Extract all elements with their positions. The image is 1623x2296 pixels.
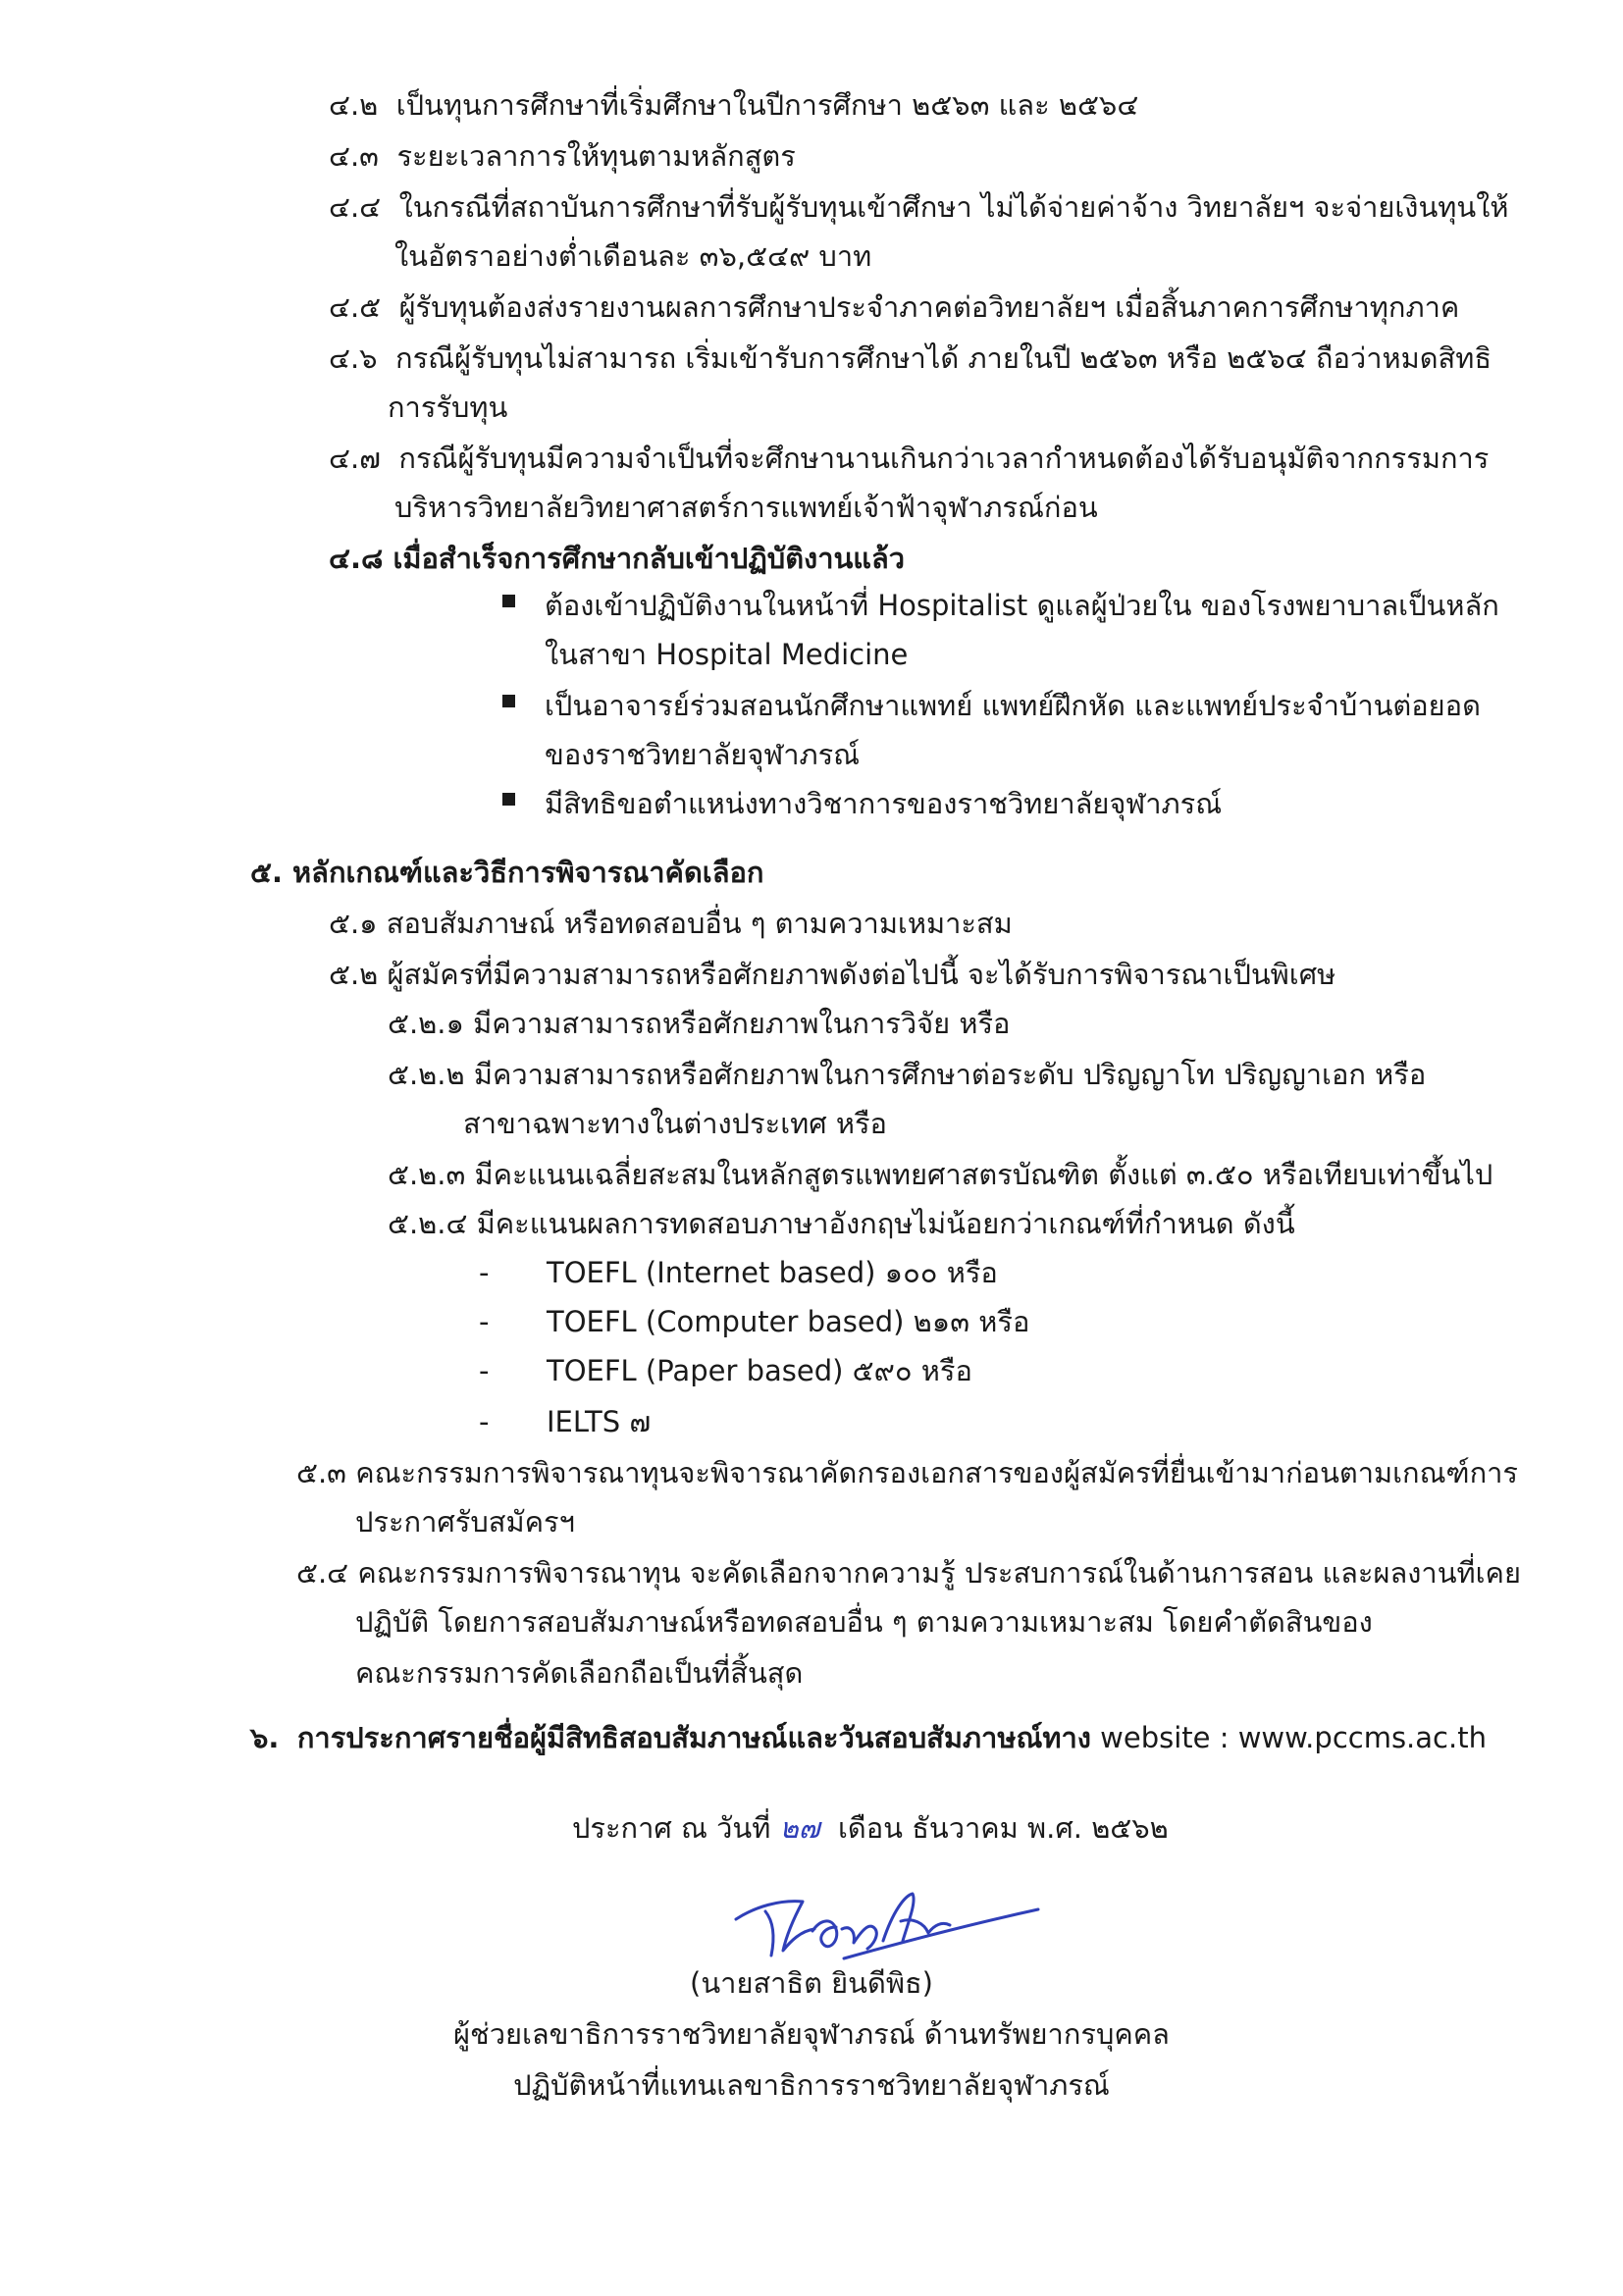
item-5-2-2: ๕.๒.๒ มีความสามารถหรือศักยภาพในการศึกษาต่อระดับ ปริญญาโท ปริญญาเอก หรือ [388,1058,1427,1091]
test-score-item: TOEFL (Computer based) ๒๑๓ หรือ [547,1305,1030,1338]
website-text: website : www.pccms.ac.th [1100,1721,1487,1754]
dash-marker: - [479,1354,490,1387]
item-4-7-continuation: บริหารวิทยาลัยวิทยาศาสตร์การแพทย์เจ้าฟ้าจุฬาภรณ์ก่อน [394,491,1098,524]
item-number: ๔.๒ [329,88,379,122]
bullet-marker [502,595,515,607]
test-score-item: TOEFL (Paper based) ๕๙๐ หรือ [547,1354,972,1387]
bullet-1-line-2: ในสาขา Hospital Medicine [545,638,909,671]
test-score-item: IELTS ๗ [547,1405,652,1438]
item-4-5 [329,288,1459,326]
item-text: เป็นทุนการศึกษาที่เริ่มศึกษาในปีการศึกษา ๒๕๖๓ และ ๒๕๖๔ [395,88,1139,122]
item-text: กรณีผู้รับทุนมีความจำเป็นที่จะศึกษานานเกินกว่าเวลากำหนดต้องได้รับอนุมัติจากกรรมการ [398,442,1490,475]
item-4-2 [329,86,1138,124]
announce-prefix: ประกาศ ณ วันที่ [572,1811,771,1845]
item-5-4: ๕.๔ คณะกรรมการพิจารณาทุน จะคัดเลือกจากความรู้ ประสบการณ์ในด้านการสอน และผลงานที่เคย [296,1556,1521,1590]
item-5-2-3: ๕.๒.๓ มีคะแนนเฉลี่ยสะสมในหลักสูตรแพทยศาสตรบัณฑิต ตั้งแต่ ๓.๕๐ หรือเทียบเท่าขึ้นไป [388,1158,1493,1191]
dash-marker: - [479,1256,490,1289]
announcement-date [572,1809,1169,1847]
dash-marker: - [479,1305,490,1338]
item-4-4 [329,188,1509,226]
test-score-item: TOEFL (Internet based) ๑๐๐ หรือ [547,1256,998,1289]
item-number: ๔.๗ [329,442,381,475]
item-4-8-heading [329,540,905,577]
section-6 [250,1719,1487,1756]
item-text: ระยะเวลาการให้ทุนตามหลักสูตร [396,139,796,173]
item-5-2-1: ๕.๒.๑ มีความสามารถหรือศักยภาพในการวิจัย หรือ [388,1007,1011,1040]
item-4-6-continuation: การรับทุน [388,391,508,424]
item-4-6 [329,339,1492,377]
item-number: ๔.๔ [329,190,382,224]
item-5-2: ๕.๒ ผู้สมัครที่มีความสามารถหรือศักยภาพดังต่อไปนี้ จะได้รับการพิจารณาเป็นพิเศษ [329,958,1336,991]
section-6-text: การประกาศรายชื่อผู้มีสิทธิสอบสัมภาษณ์และวันสอบสัมภาษณ์ทาง [296,1721,1091,1754]
item-number: ๔.๖ [329,341,378,375]
announce-suffix: เดือน ธันวาคม พ.ศ. ๒๕๖๒ [837,1811,1169,1845]
signer-name: (นายสาธิต ยินดีพิธ) [690,1966,933,2000]
bullet-marker [502,793,515,806]
item-number: ๔.๓ [329,139,379,173]
item-5-3: ๕.๓ คณะกรรมการพิจารณาทุนจะพิจารณาคัดกรองเอกสารของผู้สมัครที่ยื่นเข้ามาก่อนตามเกณฑ์การ [296,1456,1518,1489]
item-number: ๔.๕ [329,290,382,324]
item-text: กรณีผู้รับทุนไม่สามารถ เริ่มเข้ารับการศึกษาได้ ภายในปี ๒๕๖๓ หรือ ๒๕๖๔ ถือว่าหมดสิทธิ [395,341,1492,375]
bullet-2-line-2: ของราชวิทยาลัยจุฬาภรณ์ [545,738,861,771]
item-text: ผู้รับทุนต้องส่งรายงานผลการศึกษาประจำภาคต่อวิทยาลัยฯ เมื่อสิ้นภาคการศึกษาทุกภาค [398,290,1460,324]
bullet-1-line-1: ต้องเข้าปฏิบัติงานในหน้าที่ Hospitalist ดูแลผู้ป่วยใน ของโรงพยาบาลเป็นหลัก [545,589,1499,622]
item-5-2-2-continuation: สาขาฉพาะทางในต่างประเทศ หรือ [463,1107,887,1140]
dash-marker: - [479,1405,490,1438]
section-6-number: ๖. [250,1721,280,1754]
bullet-marker [502,695,515,707]
section-5-heading: ๕. หลักเกณฑ์และวิธีการพิจารณาคัดเลือก [250,856,764,889]
item-4-4-continuation: ในอัตราอย่างต่ำเดือนละ ๓๖,๕๔๙ บาท [394,239,872,273]
bullet-3-line-1: มีสิทธิขอตำแหน่งทางวิชาการของราชวิทยาลัยจุฬาภรณ์ [545,787,1223,820]
item-5-4-continuation-2: คณะกรรมการคัดเลือกถือเป็นที่สิ้นสุด [355,1656,804,1690]
item-5-2-4: ๕.๒.๔ มีคะแนนผลการทดสอบภาษาอังกฤษไม่น้อยกว่าเกณฑ์ที่กำหนด ดังนี้ [388,1207,1295,1240]
item-4-7 [329,440,1489,477]
signer-position-2: ปฏิบัติหน้าที่แทนเลขาธิการราชวิทยาลัยจุฬาภรณ์ [513,2068,1110,2102]
signer-position-1: ผู้ช่วยเลขาธิการราชวิทยาลัยจุฬาภรณ์ ด้านทรัพยากรบุคคล [453,2017,1170,2051]
item-5-3-continuation: ประกาศรับสมัครฯ [355,1505,575,1539]
item-4-3 [329,137,796,175]
item-5-1: ๕.๑ สอบสัมภาษณ์ หรือทดสอบอื่น ๆ ตามความเหมาะสม [329,907,1013,940]
bullet-2-line-1: เป็นอาจารย์ร่วมสอนนักศึกษาแพทย์ แพทย์ฝึกหัด และแพทย์ประจำบ้านต่อยอด [545,689,1481,722]
handwritten-day: ๒๗ [779,1811,820,1845]
item-text: เมื่อสำเร็จการศึกษากลับเข้าปฏิบัติงานแล้ว [393,542,906,575]
item-number: ๔.๘ [329,542,384,575]
item-text: ในกรณีที่สถาบันการศึกษาที่รับผู้รับทุนเข้าศึกษา ไม่ได้จ่ายค่าจ้าง วิทยาลัยฯ จะจ่ายเงินทุนให้ [398,190,1509,224]
item-5-4-continuation-1: ปฏิบัติ โดยการสอบสัมภาษณ์หรือทดสอบอื่น ๆ ตามความเหมาะสม โดยคำตัดสินของ [355,1605,1373,1639]
